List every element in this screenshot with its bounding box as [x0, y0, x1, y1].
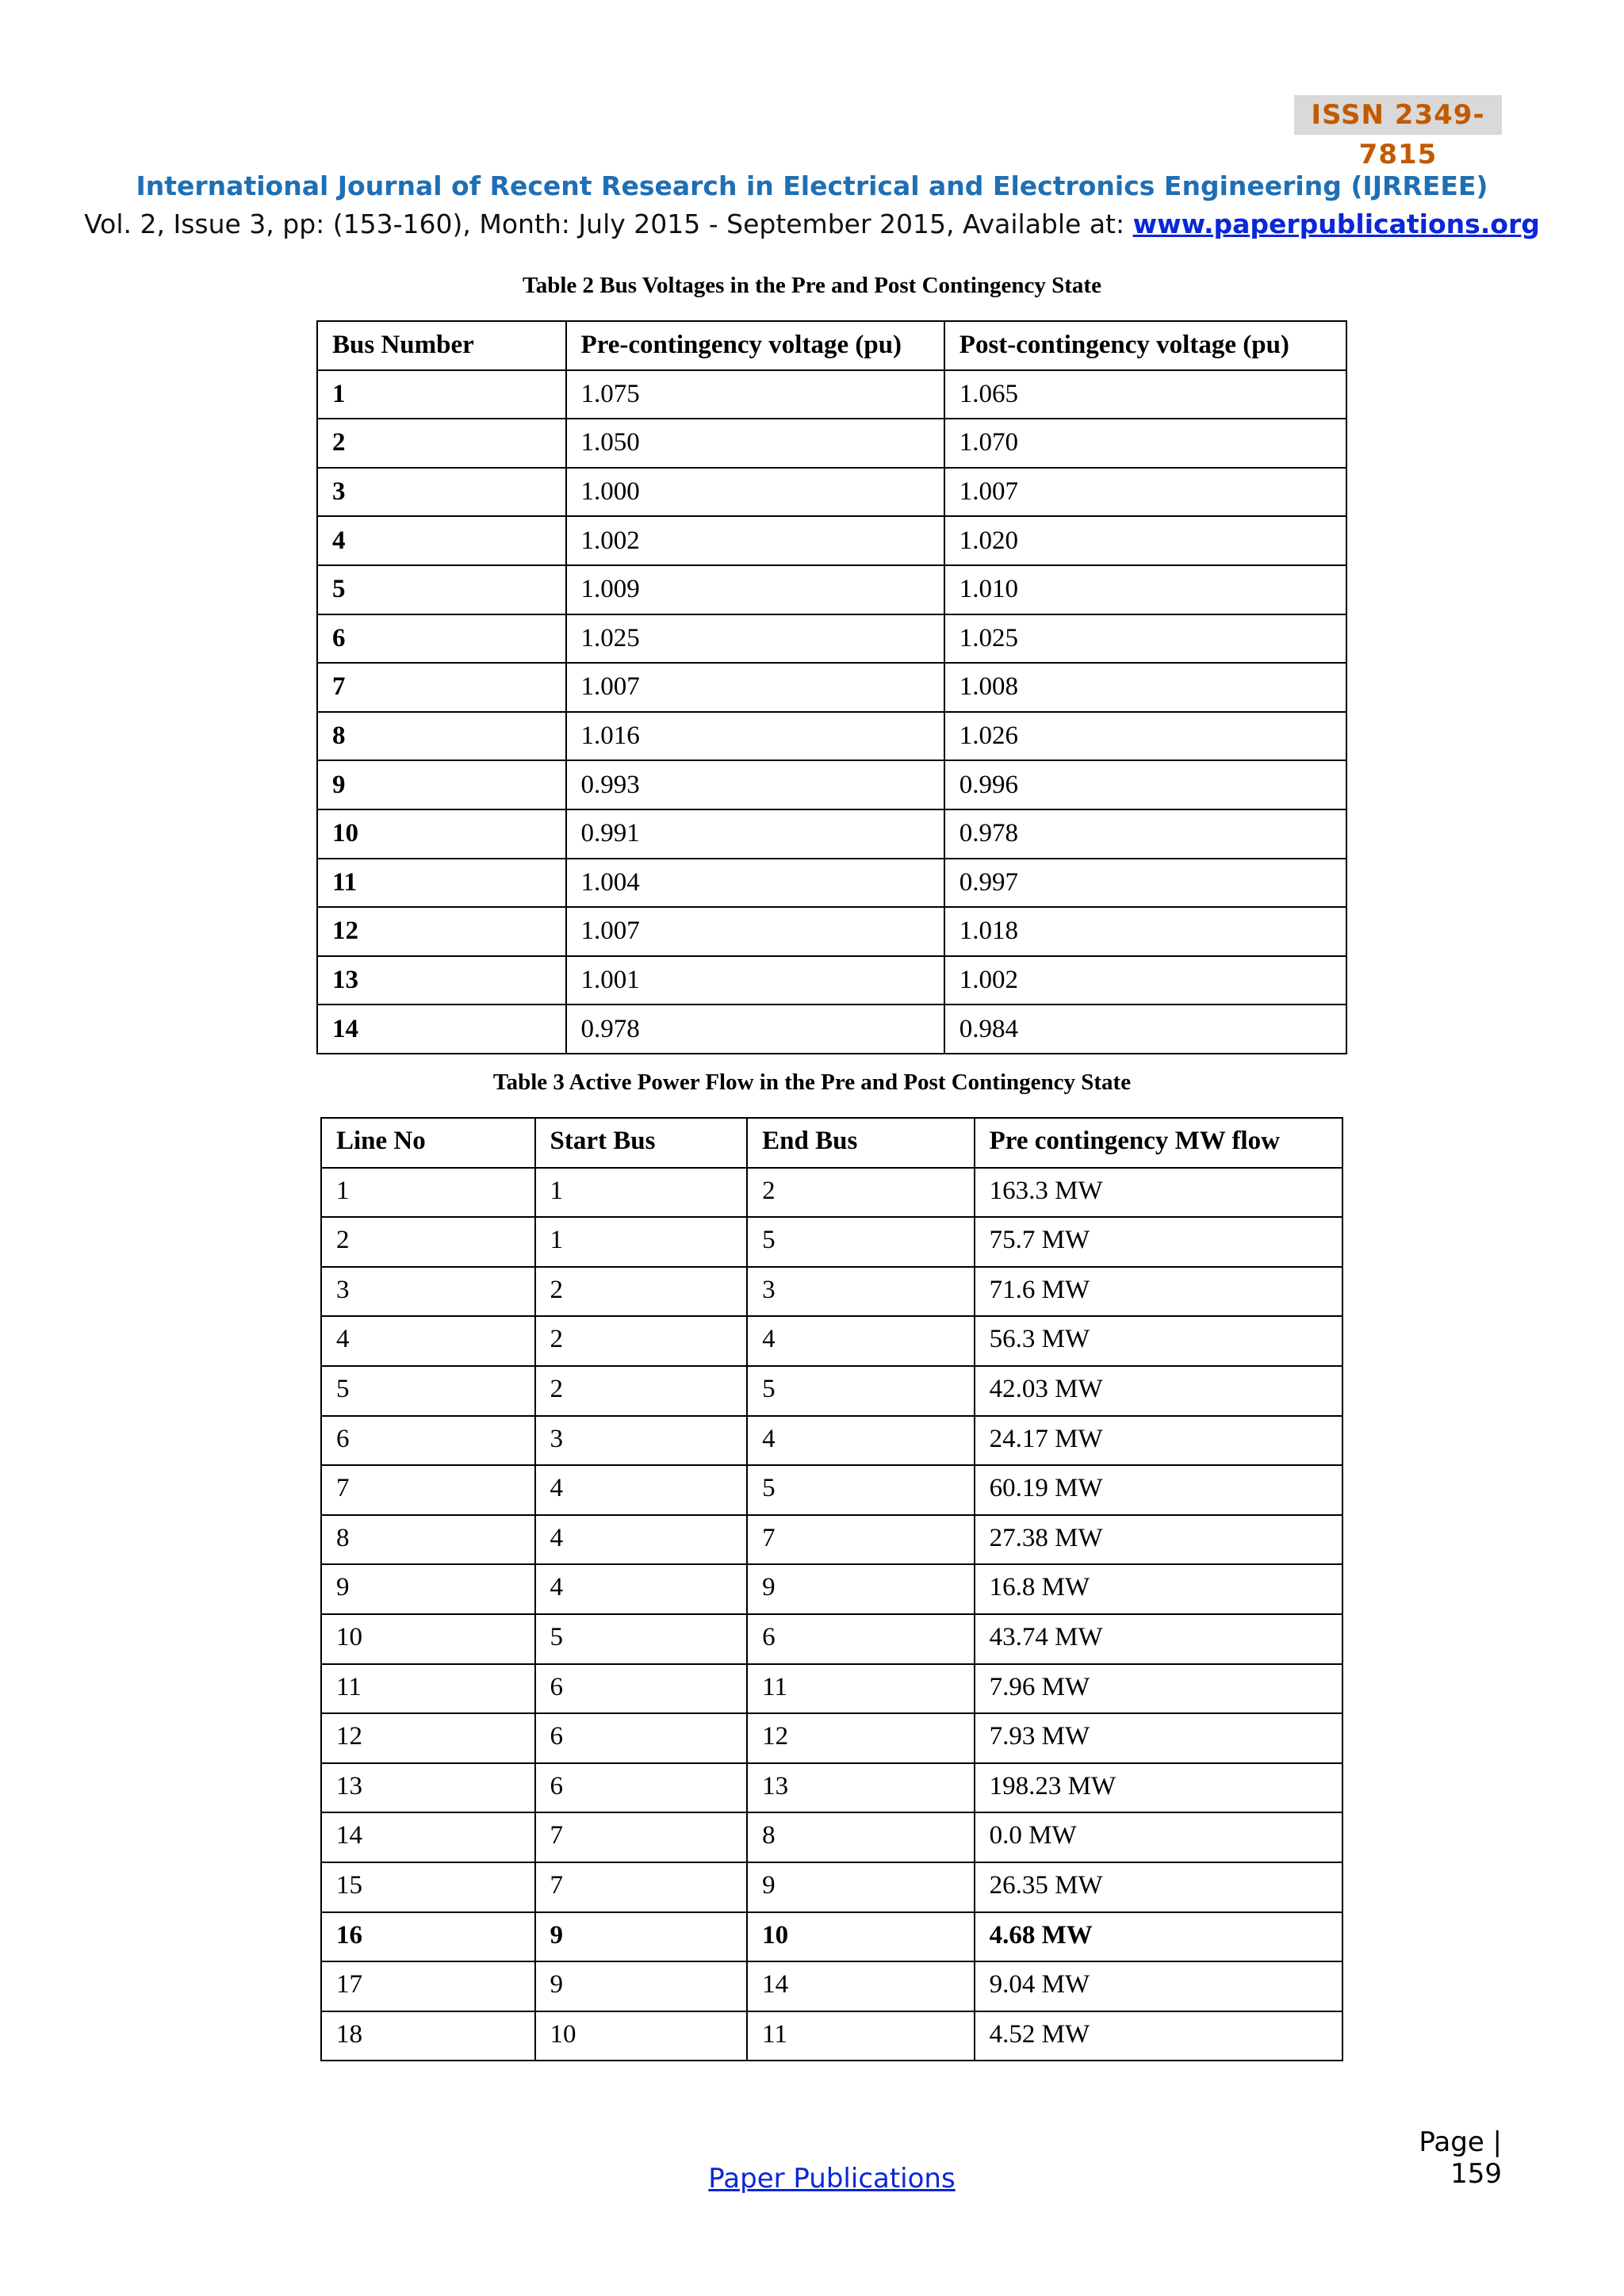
- active-power-flow-table: [320, 1117, 1343, 2061]
- table-cell: 2: [317, 419, 566, 468]
- table-cell: 0.978: [944, 809, 1346, 859]
- table-cell: 9: [535, 1961, 748, 2011]
- table-row: [321, 1812, 1342, 1862]
- publisher-link[interactable]: Paper Publications: [708, 2163, 956, 2195]
- table-cell: 1.009: [566, 565, 944, 614]
- table-cell: 14: [747, 1961, 975, 2011]
- website-link[interactable]: www.paperpublications.org: [1132, 209, 1540, 239]
- table-cell: 1.002: [944, 956, 1346, 1005]
- table-cell: 9: [747, 1862, 975, 1912]
- table-cell: 0.996: [944, 760, 1346, 809]
- table-cell: 15: [321, 1862, 535, 1912]
- table-cell: 0.993: [566, 760, 944, 809]
- table-cell: 75.7 MW: [975, 1217, 1342, 1267]
- table-cell: 3: [535, 1416, 748, 1466]
- table-cell: 42.03 MW: [975, 1366, 1342, 1416]
- table-cell: 56.3 MW: [975, 1316, 1342, 1366]
- table-cell: 18: [321, 2011, 535, 2061]
- page-number: Page | 159: [1419, 2126, 1502, 2190]
- table-cell: 0.984: [944, 1004, 1346, 1054]
- column-header: Bus Number: [317, 321, 566, 370]
- table-cell: 1.070: [944, 419, 1346, 468]
- table-row: [321, 1961, 1342, 2011]
- table-cell: 1.065: [944, 370, 1346, 419]
- table-cell: 1.075: [566, 370, 944, 419]
- column-header: Post-contingency voltage (pu): [944, 321, 1346, 370]
- table-cell: 12: [321, 1713, 535, 1763]
- table-row: [317, 516, 1346, 565]
- table-cell: 7.93 MW: [975, 1713, 1342, 1763]
- table-cell: 16: [321, 1912, 535, 1962]
- table-cell: 4: [747, 1416, 975, 1466]
- table-row: [321, 1316, 1342, 1366]
- table-cell: 43.74 MW: [975, 1614, 1342, 1664]
- issn-label: ISSN 2349-7815: [1294, 95, 1502, 135]
- table-cell: 7: [747, 1515, 975, 1565]
- table-cell: 4: [317, 516, 566, 565]
- table-cell: 3: [321, 1267, 535, 1317]
- table-row: [321, 1614, 1342, 1664]
- table-cell: 1: [535, 1217, 748, 1267]
- table-row: [321, 1267, 1342, 1317]
- table-cell: 163.3 MW: [975, 1168, 1342, 1218]
- table-cell: 6: [535, 1664, 748, 1714]
- table-cell: 4.68 MW: [975, 1912, 1342, 1962]
- table-row: [321, 1763, 1342, 1813]
- table-cell: 4: [535, 1564, 748, 1614]
- table-cell: 8: [747, 1812, 975, 1862]
- table-cell: 198.23 MW: [975, 1763, 1342, 1813]
- table-cell: 4: [535, 1515, 748, 1565]
- table-cell: 13: [747, 1763, 975, 1813]
- table-cell: 8: [321, 1515, 535, 1565]
- table-cell: 1.050: [566, 419, 944, 468]
- table-cell: 5: [747, 1465, 975, 1515]
- table-row: [317, 712, 1346, 761]
- table-cell: 7: [321, 1465, 535, 1515]
- table-cell: 6: [747, 1614, 975, 1664]
- table-cell: 1.007: [944, 468, 1346, 517]
- bus-voltage-table: [316, 320, 1347, 1054]
- table-cell: 2: [321, 1217, 535, 1267]
- table-cell: 1.025: [566, 614, 944, 664]
- table-row: [321, 1862, 1342, 1912]
- table-row: [321, 1713, 1342, 1763]
- table-row: [321, 1217, 1342, 1267]
- table-header-row: [317, 321, 1346, 370]
- table-cell: 9: [321, 1564, 535, 1614]
- table-cell: 12: [317, 907, 566, 956]
- table-cell: 1.002: [566, 516, 944, 565]
- table-row: [321, 1168, 1342, 1218]
- table-cell: 11: [747, 1664, 975, 1714]
- table-cell: 6: [317, 614, 566, 664]
- table-cell: 27.38 MW: [975, 1515, 1342, 1565]
- table-cell: 1.007: [566, 907, 944, 956]
- table-row: [321, 1912, 1342, 1962]
- column-header: Pre contingency MW flow: [975, 1118, 1342, 1168]
- table-row: [317, 956, 1346, 1005]
- table-cell: 7: [535, 1812, 748, 1862]
- table-cell: 0.978: [566, 1004, 944, 1054]
- table-cell: 6: [535, 1763, 748, 1813]
- table-cell: 5: [747, 1217, 975, 1267]
- table-cell: 5: [535, 1614, 748, 1664]
- table-cell: 1.007: [566, 663, 944, 712]
- table-cell: 17: [321, 1961, 535, 2011]
- journal-info-text: Vol. 2, Issue 3, pp: (153-160), Month: July 2015 - September 2015, Available at:: [84, 209, 1133, 239]
- table-cell: 60.19 MW: [975, 1465, 1342, 1515]
- table-cell: 9: [535, 1912, 748, 1962]
- column-header: Start Bus: [535, 1118, 748, 1168]
- table-cell: 11: [747, 2011, 975, 2061]
- table-cell: 16.8 MW: [975, 1564, 1342, 1614]
- table-cell: 2: [535, 1267, 748, 1317]
- table-cell: 26.35 MW: [975, 1862, 1342, 1912]
- table-cell: 1.026: [944, 712, 1346, 761]
- table-cell: 1.000: [566, 468, 944, 517]
- table-cell: 0.997: [944, 859, 1346, 908]
- table-row: [317, 468, 1346, 517]
- table-cell: 2: [535, 1316, 748, 1366]
- table-cell: 6: [321, 1416, 535, 1466]
- table-row: [317, 663, 1346, 712]
- table-cell: 1.004: [566, 859, 944, 908]
- table-row: [317, 370, 1346, 419]
- table-cell: 7.96 MW: [975, 1664, 1342, 1714]
- table-cell: 3: [317, 468, 566, 517]
- table-row: [321, 2011, 1342, 2061]
- table2-caption: Table 2 Bus Voltages in the Pre and Post Contingency State: [523, 273, 1101, 298]
- table-cell: 9: [747, 1564, 975, 1614]
- table-cell: 1.025: [944, 614, 1346, 664]
- table-cell: 0.0 MW: [975, 1812, 1342, 1862]
- table-cell: 1.016: [566, 712, 944, 761]
- table-cell: 5: [317, 565, 566, 614]
- table-cell: 10: [317, 809, 566, 859]
- journal-title: International Journal of Recent Research in Electrical and Electronics Engineering (IJRREEE): [136, 170, 1488, 201]
- table-cell: 1.010: [944, 565, 1346, 614]
- table-cell: 1: [317, 370, 566, 419]
- table-row: [317, 907, 1346, 956]
- table-cell: 6: [535, 1713, 748, 1763]
- table-cell: 1: [535, 1168, 748, 1218]
- table-cell: 5: [747, 1366, 975, 1416]
- table-cell: 10: [535, 2011, 748, 2061]
- table-row: [321, 1515, 1342, 1565]
- table-row: [321, 1416, 1342, 1466]
- table-cell: 13: [317, 956, 566, 1005]
- table-cell: 24.17 MW: [975, 1416, 1342, 1466]
- table-cell: 4: [747, 1316, 975, 1366]
- table-cell: 13: [321, 1763, 535, 1813]
- table-row: [317, 760, 1346, 809]
- table-cell: 8: [317, 712, 566, 761]
- table-cell: 12: [747, 1713, 975, 1763]
- table-cell: 10: [321, 1614, 535, 1664]
- table-cell: 1.001: [566, 956, 944, 1005]
- table-row: [317, 859, 1346, 908]
- table-row: [317, 419, 1346, 468]
- table-cell: 7: [535, 1862, 748, 1912]
- column-header: End Bus: [747, 1118, 975, 1168]
- table-cell: 9.04 MW: [975, 1961, 1342, 2011]
- table-cell: 0.991: [566, 809, 944, 859]
- table-row: [321, 1564, 1342, 1614]
- table-cell: 3: [747, 1267, 975, 1317]
- column-header: Line No: [321, 1118, 535, 1168]
- table-cell: 7: [317, 663, 566, 712]
- table-cell: 11: [321, 1664, 535, 1714]
- table-cell: 14: [321, 1812, 535, 1862]
- table-cell: 1.008: [944, 663, 1346, 712]
- table-cell: 9: [317, 760, 566, 809]
- table-cell: 71.6 MW: [975, 1267, 1342, 1317]
- table-cell: 10: [747, 1912, 975, 1962]
- table-header-row: [321, 1118, 1342, 1168]
- table-cell: 2: [535, 1366, 748, 1416]
- table-row: [321, 1465, 1342, 1515]
- table-cell: 5: [321, 1366, 535, 1416]
- table3-caption: Table 3 Active Power Flow in the Pre and Post Contingency State: [492, 1070, 1132, 1095]
- table-cell: 1.018: [944, 907, 1346, 956]
- table-cell: 14: [317, 1004, 566, 1054]
- table-cell: 4: [321, 1316, 535, 1366]
- journal-info: [0, 209, 1624, 239]
- column-header: Pre-contingency voltage (pu): [566, 321, 944, 370]
- table-row: [317, 614, 1346, 664]
- table-cell: 1: [321, 1168, 535, 1218]
- table-cell: 11: [317, 859, 566, 908]
- table-cell: 2: [747, 1168, 975, 1218]
- table-row: [321, 1366, 1342, 1416]
- table-row: [317, 809, 1346, 859]
- table-cell: 4.52 MW: [975, 2011, 1342, 2061]
- table-cell: 4: [535, 1465, 748, 1515]
- table-row: [317, 1004, 1346, 1054]
- table-row: [321, 1664, 1342, 1714]
- table-cell: 1.020: [944, 516, 1346, 565]
- table-row: [317, 565, 1346, 614]
